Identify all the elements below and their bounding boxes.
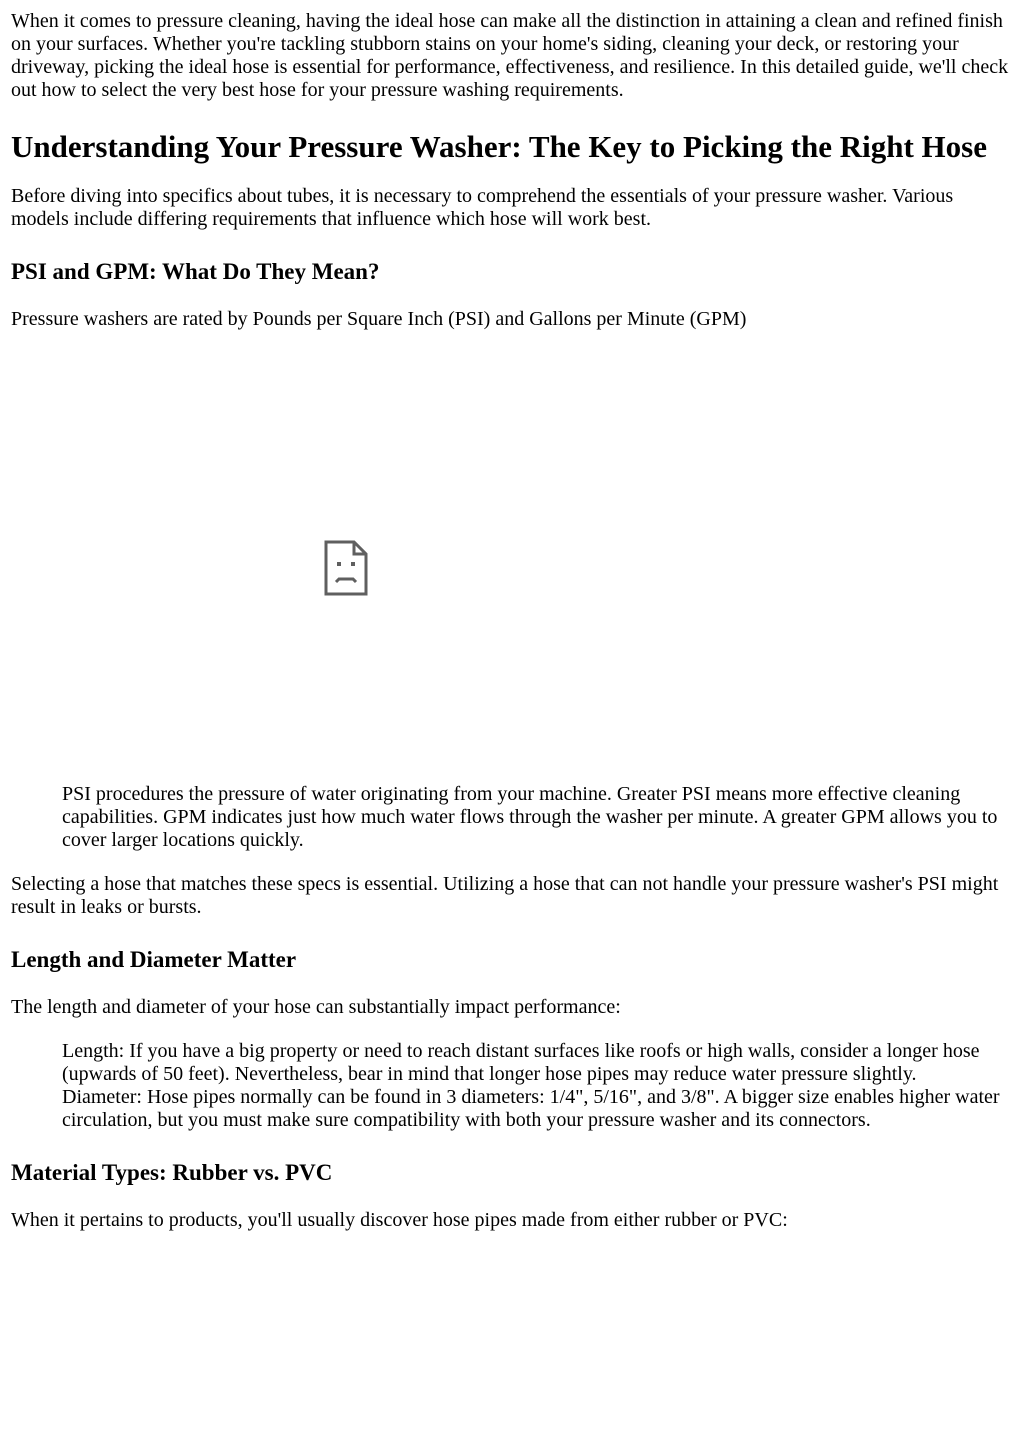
length-diameter-heading: Length and Diameter Matter xyxy=(11,947,297,972)
intro-paragraph: When it comes to pressure cleaning, having the ideal hose can make all the distinction in attaining a clean and refined finish on your surfaces. Whether you're tackling stubborn stains on your home's siding, cleaning your deck, or restoring your driveway, picking the ideal hose is essential for performance, effectiveness, and resilience. In this detailed guide, we'll check out how to select the very best hose for your pressure washing requirements. xyxy=(11,10,1009,101)
before-paragraph: Before diving into specifics about tubes, it is necessary to comprehend the essentials of your pressure washer. Various models include differing requirements that influence which hose will work best. xyxy=(11,185,954,230)
length-diameter-paragraph: The length and diameter of your hose can substantially impact performance: xyxy=(11,996,621,1018)
material-paragraph: When it pertains to products, you'll usually discover hose pipes made from either rubber or PVC: xyxy=(11,1209,788,1231)
list-item: Length: If you have a big property or need to reach distant surfaces like roofs or high walls, consider a longer hose (upwards of 50 feet). Nevertheless, bear in mind that longer hose pipes may reduce water pressure slightly. xyxy=(62,1040,980,1085)
selecting-paragraph: Selecting a hose that matches these specs is essential. Utilizing a hose that can not handle your pressure washer's PSI might result in leaks or bursts. xyxy=(11,873,999,918)
length-diameter-list xyxy=(11,1040,1013,1132)
material-heading: Material Types: Rubber vs. PVC xyxy=(11,1160,333,1185)
psi-list xyxy=(11,783,1013,852)
psi-gpm-paragraph: Pressure washers are rated by Pounds per Square Inch (PSI) and Gallons per Minute (GPM) xyxy=(11,308,747,330)
psi-gpm-heading: PSI and GPM: What Do They Mean? xyxy=(11,259,380,284)
list-item: PSI procedures the pressure of water originating from your machine. Greater PSI means more effective cleaning capabilities. GPM indicates just how much water flows through the washer per minute. A greater GPM allows you to cover larger locations quickly. xyxy=(62,783,998,851)
broken-image xyxy=(11,347,1011,783)
main-heading: Understanding Your Pressure Washer: The Key to Picking the Right Hose xyxy=(11,129,987,164)
broken-image-icon xyxy=(324,540,368,596)
list-item: Diameter: Hose pipes normally can be found in 3 diameters: 1/4", 5/16", and 3/8". A bigger size enables higher water circulation, but you must make sure compatibility with both your pressure washer and its connectors. xyxy=(62,1086,1000,1131)
